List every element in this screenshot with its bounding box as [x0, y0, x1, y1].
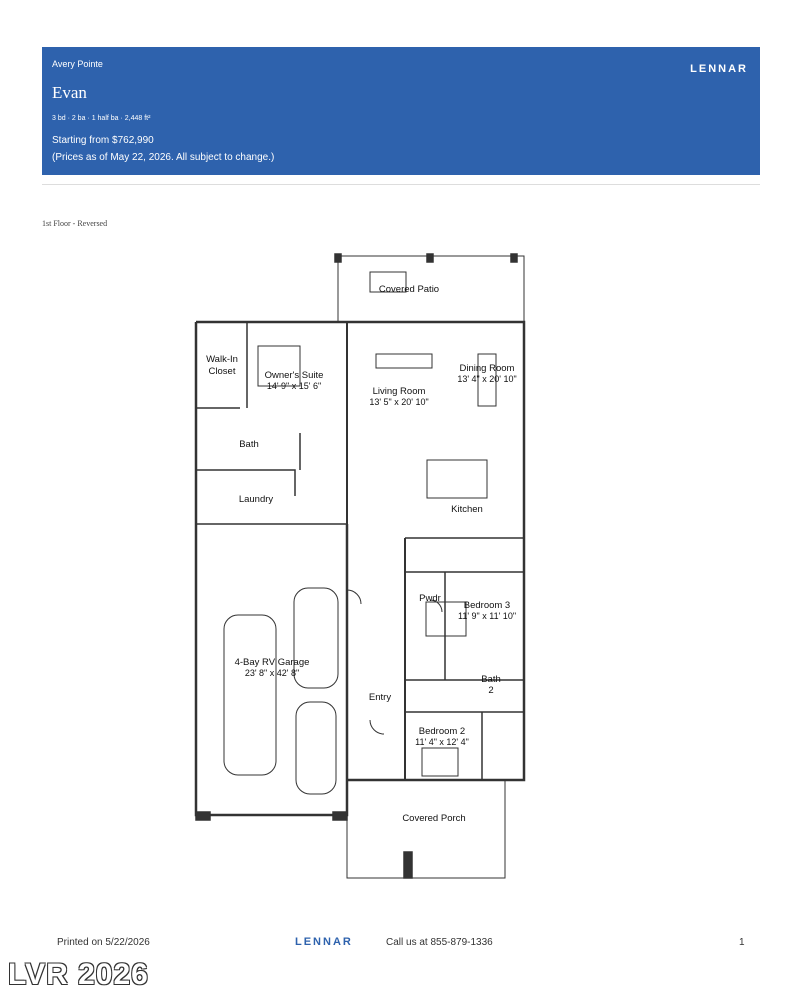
room-dim-owners-suite: 14' 9" x 15' 6"	[266, 381, 322, 391]
footer-phone: Call us at 855-879-1336	[386, 937, 493, 948]
rv-outline	[224, 615, 276, 775]
outer-wall-west	[196, 322, 347, 815]
kitchen-island	[427, 460, 487, 498]
header-divider	[42, 184, 760, 185]
watermark: LVR 2026	[8, 958, 149, 991]
printed-date: Printed on 5/22/2026	[57, 937, 150, 948]
price-note: (Prices as of May 22, 2026. All subject to change.)	[52, 152, 275, 163]
room-label-walk-in-closet: Closet	[208, 366, 236, 377]
room-label-bath: Bath	[239, 439, 259, 450]
plan-name: Evan	[52, 83, 87, 102]
community-name: Avery Pointe	[52, 59, 103, 69]
bedroom3-wall	[405, 572, 524, 680]
room-label-bath2: Bath	[481, 674, 501, 685]
car-outline	[296, 702, 336, 794]
room-label-covered-patio: Covered Patio	[378, 284, 440, 295]
room-dim-living-room: 13' 5" x 20' 10"	[369, 397, 429, 407]
patio-post	[335, 254, 341, 262]
sofa	[376, 354, 432, 368]
room-label-entry: Entry	[368, 692, 392, 703]
porch-post	[404, 852, 412, 878]
door-arc	[347, 590, 361, 604]
garage-post	[196, 812, 210, 820]
room-label-covered-porch: Covered Porch	[402, 813, 466, 824]
bed	[422, 748, 458, 776]
room-label-owners-suite: Owner's Suite	[264, 370, 324, 381]
floor-plan	[190, 250, 550, 890]
room-label-pwdr: Pwdr	[419, 593, 441, 604]
patio-post	[427, 254, 433, 262]
room-dim-bedroom2: 11' 4" x 12' 4"	[415, 737, 469, 747]
room-dim-garage: 23' 8" x 42' 8"	[244, 668, 300, 678]
garage-post	[333, 812, 347, 820]
room-label-kitchen: Kitchen	[451, 504, 483, 515]
bath2-wall	[405, 680, 524, 712]
brand-logo: LENNAR	[690, 63, 748, 75]
bath-wall	[196, 470, 295, 496]
porch-outline	[347, 780, 505, 878]
room-dim-dining-room: 13' 4" x 20' 10"	[457, 374, 517, 384]
room-label-bath2: 2	[488, 685, 494, 696]
door-arc	[370, 720, 384, 734]
room-label-garage: 4-Bay RV Garage	[234, 657, 310, 668]
closet-wall	[196, 322, 247, 408]
room-label-bedroom2: Bedroom 2	[418, 726, 466, 737]
page-number: 1	[739, 937, 745, 948]
room-label-living-room: Living Room	[372, 386, 426, 397]
footer-brand-logo: LENNAR	[295, 936, 353, 948]
floor-label: 1st Floor - Reversed	[42, 219, 108, 228]
plan-header	[42, 47, 760, 175]
plan-specs: 3 bd · 2 ba · 1 half ba · 2,448 ft²	[52, 115, 151, 122]
patio-post	[511, 254, 517, 262]
room-label-walk-in-closet: Walk-In	[206, 354, 238, 365]
room-dim-bedroom3: 11' 9" x 11' 10"	[457, 611, 517, 621]
room-label-dining-room: Dining Room	[459, 363, 515, 374]
starting-price: Starting from $762,990	[52, 135, 154, 146]
car-outline	[294, 588, 338, 688]
room-label-laundry: Laundry	[238, 494, 274, 505]
room-label-bedroom3: Bedroom 3	[463, 600, 511, 611]
